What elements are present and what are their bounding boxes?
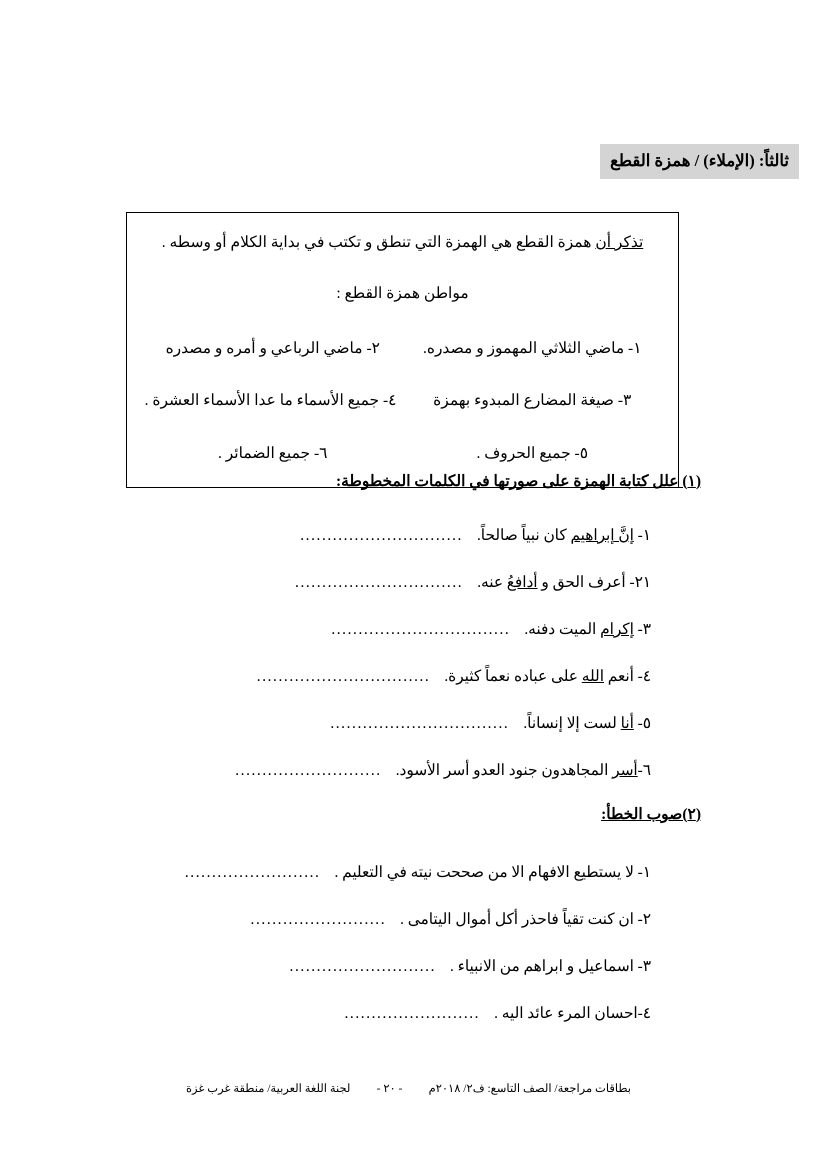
- rule-item: ٢- ماضي الرباعي و أمره و مصدره: [165, 339, 380, 357]
- question-rest: عنه.: [477, 574, 507, 591]
- rule-item: ٤- جميع الأسماء ما عدا الأسماء العشرة .: [144, 392, 397, 410]
- rule-box: [126, 212, 679, 488]
- exercise-1-item: [330, 712, 651, 736]
- question-rest: الميت دفنه.: [524, 621, 601, 638]
- page-footer: [186, 1081, 631, 1098]
- answer-blank[interactable]: ................................: [256, 668, 431, 685]
- answer-blank[interactable]: .........................: [250, 911, 387, 928]
- answer-blank[interactable]: .........................: [184, 864, 321, 881]
- exercise-2-item: [251, 908, 651, 932]
- exercise-1-item: [331, 618, 651, 642]
- question-body: احسان المرء عائد اليه .: [494, 1005, 638, 1022]
- question-underlined: إكرام: [600, 621, 634, 638]
- question-number: ٣-: [637, 958, 651, 975]
- question-body: ان كنت تقياً فاحذر أكل أموال اليتامى .: [400, 911, 638, 928]
- rule-item: ١- ماضي الثلاثي المهموز و مصدره.: [422, 339, 642, 357]
- question-text: [396, 759, 651, 783]
- answer-blank[interactable]: .........................: [344, 1005, 481, 1022]
- footer-left-text: لجنة اللغة العربية/ منطقة غرب غزة: [186, 1083, 351, 1095]
- exercise-1-heading: (١) علل كتابة الهمزة على صورتها في الكلمات المخطوطة:: [336, 473, 701, 490]
- rule-item-row: [149, 442, 656, 467]
- question-pre: أعرف الحق و: [537, 574, 630, 591]
- question-text: [477, 571, 651, 595]
- rule-item-row: [149, 337, 656, 362]
- exercise-1-item: [295, 571, 651, 595]
- exercise-2-item: [185, 861, 651, 885]
- answer-blank[interactable]: .................................: [331, 621, 511, 638]
- question-number: ٢١-: [629, 574, 651, 591]
- question-number: ٤-: [637, 1005, 651, 1022]
- answer-blank[interactable]: ..............................: [300, 527, 463, 544]
- question-pre: أنعم: [603, 668, 638, 685]
- footer-right-text: بطاقات مراجعة/ الصف التاسع: ف٢/ ٢٠١٨م: [428, 1083, 631, 1095]
- rule-intro-underlined: تذكر أن: [595, 234, 644, 251]
- rule-intro: [149, 231, 656, 256]
- rule-item-row: [144, 389, 656, 414]
- exercise-2-heading: (٢)صوب الخطأ:: [601, 806, 701, 823]
- question-rest: لست إلا إنساناً.: [523, 715, 621, 732]
- answer-blank[interactable]: ...........................: [289, 958, 437, 975]
- question-rest: على عباده نعماً كثيرة.: [444, 668, 582, 685]
- question-underlined: أنا: [620, 715, 634, 732]
- question-underlined: إنَّ إبراهيم: [570, 527, 634, 544]
- rule-item: ٦- جميع الضمائر .: [218, 445, 328, 463]
- question-text: [334, 861, 651, 885]
- rule-item: ٥- جميع الحروف .: [476, 445, 589, 463]
- question-text: [450, 955, 651, 979]
- question-text: [524, 618, 651, 642]
- question-number: ١-: [637, 527, 651, 544]
- question-number: ٦-: [637, 762, 651, 779]
- answer-blank[interactable]: ...........................: [235, 762, 382, 779]
- question-number: ٢-: [637, 911, 651, 928]
- question-number: ٥-: [637, 715, 651, 732]
- question-underlined: أسر: [612, 762, 638, 779]
- footer-page-number: - ٢٠ -: [376, 1083, 403, 1095]
- exercise-2-item: [290, 955, 651, 979]
- question-underlined: أدافعُ: [506, 574, 538, 591]
- question-body: لا يستطيع الافهام الا من صححت نيته في التعليم .: [334, 864, 638, 881]
- question-body: اسماعيل و ابراهم من الانبياء .: [450, 958, 638, 975]
- question-rest: كان نبياً صالحاً.: [476, 527, 571, 544]
- question-underlined: الله: [581, 668, 604, 685]
- rule-subtitle: مواطن همزة القطع :: [336, 284, 469, 302]
- exercise-2-item: [345, 1002, 652, 1026]
- answer-blank[interactable]: .................................: [330, 715, 510, 732]
- section-header-title: ثالثاً: (الإملاء) / همزة القطع: [600, 144, 799, 179]
- exercise-1-item: [300, 524, 651, 548]
- question-number: ٤-: [637, 668, 651, 685]
- exercise-1-item: [257, 665, 651, 689]
- question-text: [494, 1002, 651, 1026]
- question-text: [400, 908, 651, 932]
- rule-item: ٣- صيغة المضارع المبدوء بهمزة: [433, 392, 632, 410]
- rule-intro-rest: همزة القطع هي الهمزة التي تنطق و تكتب في بداية الكلام أو وسطه .: [161, 234, 596, 251]
- section-header-row: [28, 144, 799, 179]
- question-text: [444, 665, 651, 689]
- question-number: ٣-: [637, 621, 651, 638]
- question-number: ١-: [637, 864, 651, 881]
- question-text: [523, 712, 651, 736]
- question-rest: المجاهدون جنود العدو أسر الأسود.: [395, 762, 613, 779]
- answer-blank[interactable]: ...............................: [295, 574, 464, 591]
- exercise-1-item: [235, 759, 651, 783]
- rule-items-grid: [144, 337, 656, 467]
- question-text: [477, 524, 651, 548]
